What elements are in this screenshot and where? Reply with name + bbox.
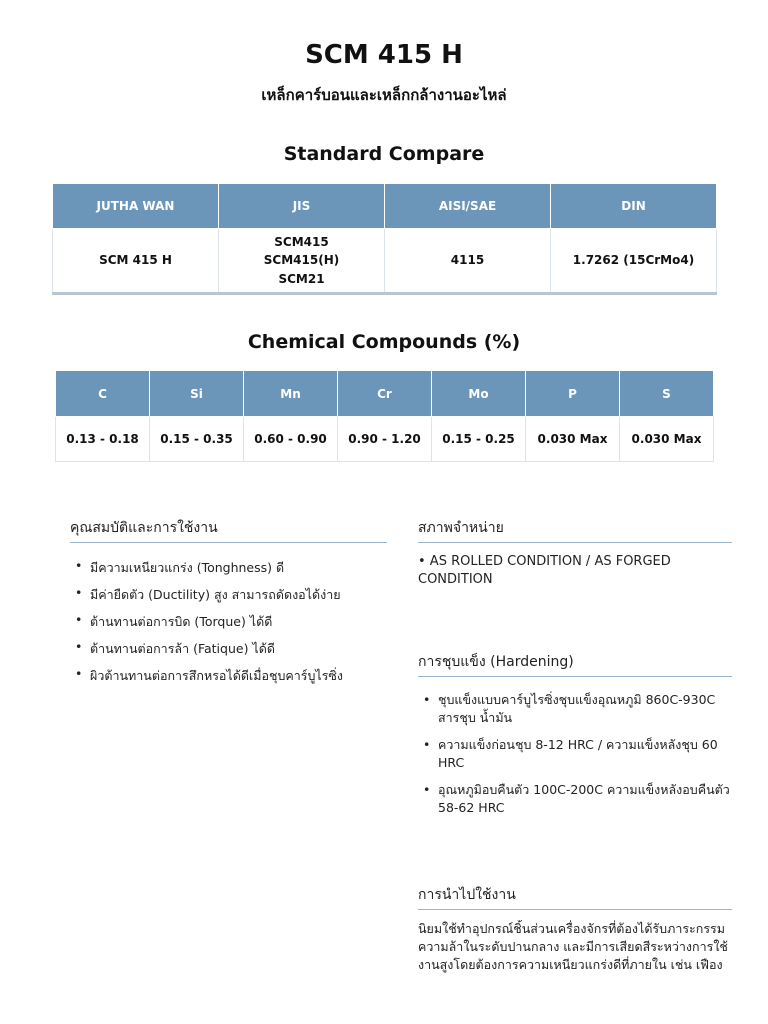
standard-compare-heading: Standard Compare (283, 143, 485, 165)
table-cell: 0.030 Max (620, 417, 714, 462)
page-title: SCM 415 H (305, 40, 463, 70)
usage-line: นิยมใช้ทำอุปกรณ์ชิ้นส่วนเครื่องจักรที่ต้องได้รับภาระกรรม (418, 921, 726, 936)
table-header-cell: Cr (338, 371, 432, 417)
page-subtitle: เหล็กคาร์บอนและเหล็กกล้างานอะไหล่ (261, 86, 507, 104)
table-header-cell: JUTHA WAN (53, 184, 219, 229)
table-row (56, 417, 714, 462)
usage-line: ความล้าในระดับปานกลาง และมีการเสียดสีระหว่างการใช้ (418, 939, 728, 954)
table-row (53, 229, 717, 294)
usage-divider (418, 909, 732, 910)
table-header-cell: P (526, 371, 620, 417)
properties-list (72, 558, 387, 693)
supply-condition-heading: สภาพจำหน่าย (418, 520, 504, 536)
table-cell: 0.90 - 1.20 (338, 417, 432, 462)
table-cell: SCM415 SCM415(H) SCM21 (219, 229, 385, 294)
hardening-list (420, 691, 732, 826)
table-header-row (56, 371, 714, 417)
hardening-heading: การชุบแข็ง (Hardening) (418, 654, 574, 670)
list-item: • ชุบแข็งแบบคาร์บูไรซิ่งชุบแข็งอุณหภูมิ 860C-930C สารชุบ น้ำมัน (420, 691, 732, 727)
table-cell: 0.13 - 0.18 (56, 417, 150, 462)
table-header-cell: C (56, 371, 150, 417)
table-header-cell: Mn (244, 371, 338, 417)
list-item: • ผิวต้านทานต่อการสึกหรอได้ดีเมื่อชุบคาร์บูไรซิ่ง (72, 666, 387, 693)
table-cell: 0.030 Max (526, 417, 620, 462)
chemical-compounds-heading: Chemical Compounds (%) (247, 331, 521, 353)
supply-condition-divider (418, 542, 732, 543)
usage-line: งานสูงโดยต้องการความเหนียวแกร่งดีที่ภายใน เช่น เฟือง (418, 957, 723, 972)
list-item: • มีค่ายืดตัว (Ductility) สูง สามารถดัดงอได้ง่าย (72, 585, 387, 612)
table-header-cell: Mo (432, 371, 526, 417)
table-header-cell: AISI/SAE (385, 184, 551, 229)
table-cell: 0.60 - 0.90 (244, 417, 338, 462)
list-item: • อุณหภูมิอบคืนตัว 100C-200C ความแข็งหลังอบคืนตัว 58-62 HRC (420, 781, 732, 817)
chemical-compounds-table (55, 370, 714, 462)
usage-heading: การนำไปใช้งาน (418, 887, 516, 903)
properties-divider (70, 542, 387, 543)
table-header-cell: DIN (551, 184, 717, 229)
properties-heading: คุณสมบัติและการใช้งาน (70, 520, 218, 536)
list-item: • มีความเหนียวแกร่ง (Tonghness) ดี (72, 558, 387, 585)
list-item: • ความแข็งก่อนชุบ 8-12 HRC / ความแข็งหลังชุบ 60 HRC (420, 736, 732, 772)
list-item: • ต้านทานต่อการล้า (Fatique) ได้ดี (72, 639, 387, 666)
table-cell: 1.7262 (15CrMo4) (551, 229, 717, 294)
table-header-cell: JIS (219, 184, 385, 229)
list-item: • ต้านทานต่อการบิด (Torque) ได้ดี (72, 612, 387, 639)
table-cell: 4115 (385, 229, 551, 294)
table-cell: 0.15 - 0.25 (432, 417, 526, 462)
table-cell: SCM 415 H (53, 229, 219, 294)
hardening-divider (418, 676, 732, 677)
supply-condition-text: • AS ROLLED CONDITION / AS FORGED CONDITION (418, 554, 671, 587)
table-header-cell: Si (150, 371, 244, 417)
table-header-cell: S (620, 371, 714, 417)
table-cell: 0.15 - 0.35 (150, 417, 244, 462)
standard-compare-table (52, 183, 717, 295)
table-header-row (53, 184, 717, 229)
